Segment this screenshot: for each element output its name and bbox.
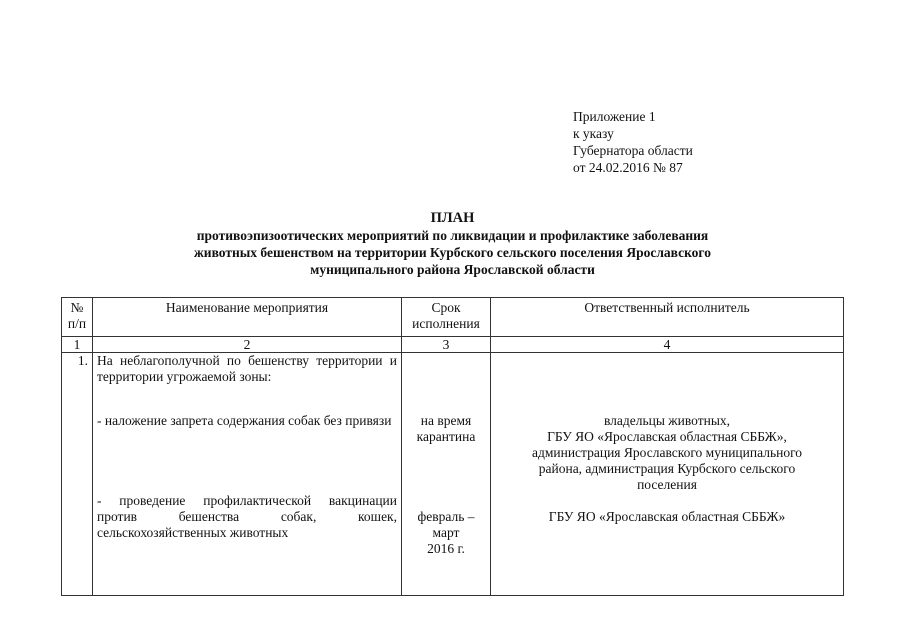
column-number: 1 bbox=[62, 337, 93, 353]
plan-table bbox=[61, 297, 844, 596]
header-num-line: № bbox=[70, 300, 84, 315]
item2-name: - проведение профилактической вакцинации против бешенства собак, кошек, сельскохозяйственных животных bbox=[97, 493, 397, 540]
item2-responsible: ГБУ ЯО «Ярославская областная СББЖ» bbox=[548, 509, 786, 524]
header-name: Наименование мероприятия bbox=[93, 298, 402, 337]
column-number: 2 bbox=[93, 337, 402, 353]
item1-responsible: владельцы животных, bbox=[603, 413, 731, 428]
header-num bbox=[62, 298, 93, 337]
column-number: 3 bbox=[402, 337, 491, 353]
title-line: муниципального района Ярославской области bbox=[310, 262, 595, 277]
header-responsible: Ответственный исполнитель bbox=[491, 298, 844, 337]
header-term-line: исполнения bbox=[412, 316, 480, 331]
column-number: 4 bbox=[491, 337, 844, 353]
item1-responsible: администрация Ярославского муниципального района, администрация Курбского сельского поселения bbox=[531, 445, 803, 492]
column-number-row bbox=[62, 337, 844, 353]
item2-term: 2016 г. bbox=[427, 541, 465, 556]
appendix-block bbox=[573, 108, 693, 176]
table-row bbox=[62, 353, 844, 596]
appendix-line: Губернатора области bbox=[573, 143, 693, 158]
row-number: 1. bbox=[62, 353, 93, 596]
title-line: противоэпизоотических мероприятий по ликвидации и профилактике заболевания bbox=[196, 228, 709, 243]
row-name-cell bbox=[93, 353, 402, 596]
header-num-line: п/п bbox=[67, 316, 87, 331]
plan-heading: ПЛАН bbox=[430, 210, 475, 226]
item1-name: - наложение запрета содержания собак без привязи bbox=[97, 413, 392, 428]
item2-term: февраль – bbox=[417, 509, 475, 524]
appendix-date: от 24.02.2016 № 87 bbox=[573, 160, 683, 175]
row-responsible-cell bbox=[491, 353, 844, 596]
table-header-row bbox=[62, 298, 844, 337]
appendix-line: к указу bbox=[573, 126, 614, 141]
item1-term: на время bbox=[420, 413, 472, 428]
title-line: животных бешенством на территории Курбского сельского поселения Ярославского bbox=[194, 245, 711, 260]
item2-term: март bbox=[432, 525, 460, 540]
header-term bbox=[402, 298, 491, 337]
header-term-line: Срок bbox=[431, 300, 461, 315]
item1-term: карантина bbox=[416, 429, 476, 444]
appendix-line: Приложение 1 bbox=[573, 109, 656, 124]
item1-responsible: ГБУ ЯО «Ярославская областная СББЖ», bbox=[547, 429, 787, 444]
row-term-cell bbox=[402, 353, 491, 596]
document-title bbox=[60, 210, 845, 278]
row-intro: На неблагополучной по бешенству территории и территории угрожаемой зоны: bbox=[97, 353, 397, 384]
